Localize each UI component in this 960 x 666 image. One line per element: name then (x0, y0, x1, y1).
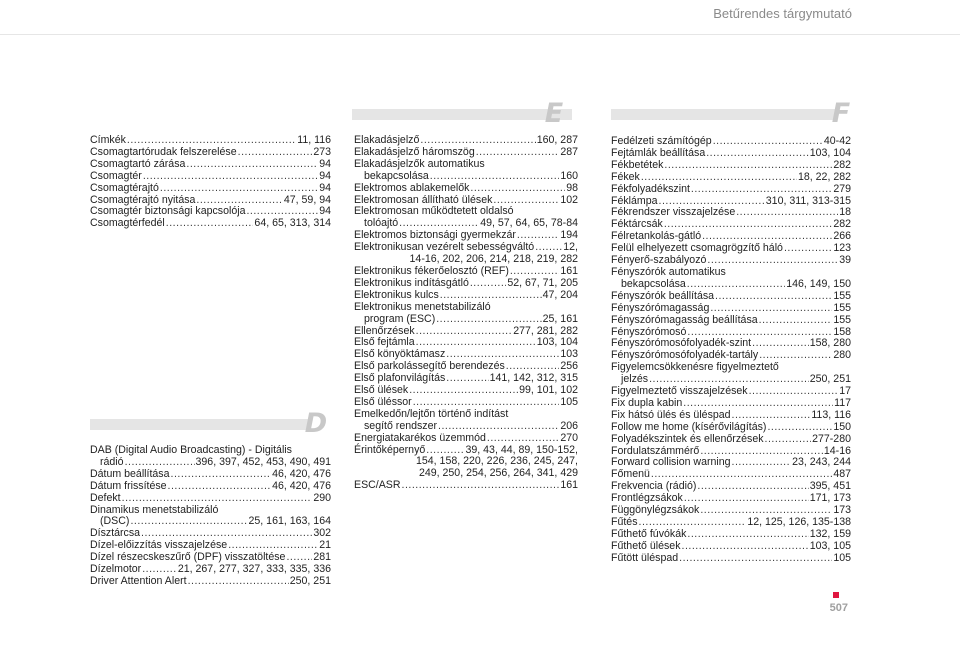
index-entry (611, 291, 851, 303)
index-term: Fix dupla kabin (611, 396, 683, 409)
dot-leader (767, 422, 832, 434)
index-term: Félretankolás-gátló (611, 230, 702, 243)
index-pages: 14-16 (823, 444, 851, 457)
index-pages: 161 (560, 479, 578, 492)
dot-leader (487, 433, 559, 445)
index-entry-heading: Elektromosan működtetett oldalsó (354, 205, 514, 218)
index-term: Elektronikus kulcs (354, 288, 439, 301)
index-pages: 94 (319, 181, 331, 194)
index-pages: 64, 65, 313, 314 (254, 217, 331, 230)
dot-leader (416, 326, 513, 338)
letter-e-badge: E (544, 98, 564, 129)
index-entry (90, 171, 331, 183)
dot-leader (476, 147, 560, 159)
index-pages: 39 (839, 254, 851, 267)
index-pages: 206 (560, 419, 578, 432)
index-term: Frekvencia (rádió) (611, 480, 697, 493)
index-term: Defekt (90, 491, 121, 504)
index-pages: 12, 125, 126, 135-138 (747, 516, 851, 528)
index-column-c (90, 135, 331, 230)
index-pages: 49, 57, 64, 65, 78-84 (480, 217, 578, 230)
header-title: Betűrendes tárgymutató (713, 6, 852, 21)
dot-leader (470, 278, 506, 290)
index-entry (90, 576, 331, 588)
dot-leader (409, 385, 518, 397)
index-entry (611, 541, 851, 553)
index-pages: 23, 243, 244 (792, 456, 851, 469)
index-pages: 155 (833, 301, 851, 314)
dot-leader (470, 183, 565, 195)
index-pages: 103, 105 (809, 539, 851, 552)
dot-leader (188, 576, 289, 588)
index-pages: 250, 251 (809, 373, 851, 386)
dot-leader (168, 481, 272, 493)
index-term: Elektronikus indításgátló (354, 276, 469, 289)
index-pages: 132, 159 (809, 527, 851, 540)
index-entry (90, 469, 331, 481)
index-term: Elektromosan állítható ülések (354, 193, 493, 206)
dot-leader (784, 243, 832, 255)
index-term: Elakadásjelző (354, 134, 420, 146)
index-entry (611, 410, 851, 422)
index-term: Első üléssor (354, 395, 412, 408)
index-pages: 273 (313, 145, 331, 158)
index-term: Csomagtér biztonsági kapcsolója (90, 205, 246, 218)
index-pages: 102 (560, 193, 578, 206)
index-entry-continuation: 154, 158, 220, 226, 236, 245, 247, (416, 455, 578, 468)
dot-leader (436, 314, 541, 326)
index-pages: 117 (834, 396, 851, 409)
index-term: Fix hátsó ülés és üléspad (611, 408, 731, 421)
index-term: jelzés (621, 373, 649, 386)
index-term: Fényerő-szabályozó (611, 254, 707, 267)
index-entry-heading: Figyelemcsökkenésre figyelmeztető (611, 361, 779, 374)
index-entry-heading: Dinamikus menetstabilizáló (90, 503, 219, 516)
index-term: Csomagtérajtó (90, 181, 159, 194)
dot-leader (684, 493, 809, 505)
index-term: Elektromos ablakemelők (354, 181, 470, 194)
index-term: Csomagtartó zárása (90, 157, 186, 170)
index-pages: 173 (833, 504, 851, 517)
dot-leader (130, 516, 247, 528)
index-entry (611, 422, 851, 434)
index-pages: 250, 251 (289, 574, 331, 587)
dot-leader (679, 553, 832, 565)
index-term: Folyadékszintek és ellenőrzések (611, 432, 764, 445)
index-entry (354, 480, 578, 492)
index-entry (611, 303, 851, 315)
dot-leader (706, 148, 809, 160)
index-entry (611, 434, 851, 446)
index-pages: 103 (560, 348, 578, 361)
dot-leader (759, 315, 833, 327)
index-entry (354, 278, 578, 290)
index-pages: 158 (833, 325, 851, 338)
index-term: Elektromos biztonsági gyermekzár (354, 229, 516, 242)
letter-f-badge: F (831, 98, 851, 129)
dot-leader (166, 218, 254, 230)
index-pages: 280 (833, 349, 851, 362)
index-term: Energiatakarékos üzemmód (354, 431, 486, 444)
index-entry (90, 493, 331, 505)
index-pages: 155 (833, 313, 851, 326)
dot-leader (732, 410, 811, 422)
index-pages: 487 (833, 468, 851, 481)
dot-leader (430, 171, 560, 183)
index-pages: 171, 173 (809, 492, 851, 505)
index-term: Első parkolássegítő berendezés (354, 360, 505, 373)
index-term: Felül elhelyezett csomagrögzítő háló (611, 242, 783, 255)
dot-leader (440, 290, 542, 302)
index-term: Dízel-előizzítás visszajelzése (90, 539, 228, 552)
index-pages: 47, 204 (542, 288, 578, 301)
index-entry (354, 421, 578, 433)
dot-leader (186, 159, 318, 171)
index-pages: 21, 267, 277, 327, 333, 335, 336 (177, 563, 331, 576)
dot-leader (713, 136, 823, 148)
index-term: Első könyöktámasz (354, 348, 446, 361)
index-pages: 99, 101, 102 (519, 384, 578, 397)
index-pages: 279 (833, 182, 851, 195)
index-term: Frontlégzsákok (611, 492, 683, 505)
index-pages: 277, 281, 282 (513, 324, 578, 337)
index-entry (90, 481, 331, 493)
dot-leader (707, 255, 838, 267)
index-pages: 287 (560, 145, 578, 158)
index-term: Fűtött üléspad (611, 551, 679, 564)
index-pages: 158, 280 (809, 337, 851, 350)
dot-leader (664, 160, 832, 172)
index-term: Fedélzeti számítógép (611, 135, 712, 147)
index-term: Fékek (611, 170, 640, 183)
dot-leader (238, 147, 313, 159)
index-pages: 105 (560, 395, 578, 408)
index-term: Fűtés (611, 516, 638, 528)
index-entry (354, 314, 578, 326)
dot-leader (765, 434, 812, 446)
index-pages: 282 (833, 158, 851, 171)
index-entry (611, 172, 851, 184)
dot-leader (752, 338, 809, 350)
index-pages: 266 (833, 230, 851, 243)
index-term: Dátum beállítása (90, 467, 170, 480)
dot-leader (160, 183, 318, 195)
index-term: Csomagtartórudak felszerelése (90, 145, 237, 158)
index-term: Fényszórók beállítása (611, 289, 715, 302)
index-pages: 46, 420, 476 (272, 467, 331, 480)
dot-leader (143, 171, 318, 183)
letter-band-e (352, 109, 572, 120)
index-pages: 11, 116 (297, 134, 331, 146)
index-column-e (354, 135, 578, 492)
index-pages: 105 (833, 551, 851, 564)
index-term: Csomagtérfedél (90, 217, 165, 230)
index-pages: 310, 311, 313-315 (765, 194, 851, 207)
index-entry-heading: Fényszórók automatikus (611, 265, 726, 278)
index-pages: 160 (560, 169, 578, 182)
index-pages: 47, 59, 94 (283, 193, 331, 206)
index-pages: 17 (839, 385, 851, 398)
index-term: Elektronikusan vezérelt sebességváltó (354, 241, 535, 254)
index-pages: 52, 67, 71, 205 (507, 276, 578, 289)
index-entry (354, 171, 578, 183)
index-entry-continuation: 14-16, 202, 206, 214, 218, 219, 282 (409, 253, 578, 266)
index-pages: 277-280 (812, 432, 851, 445)
dot-leader (122, 493, 313, 505)
index-term: Forward collision warning (611, 456, 731, 469)
index-term: Ellenőrzések (354, 324, 415, 337)
index-pages: 146, 149, 150 (786, 277, 851, 290)
index-pages: 39, 43, 44, 89, 150-152, (465, 443, 578, 456)
index-pages: 281 (313, 551, 331, 564)
index-pages: 270 (560, 431, 578, 444)
index-term: Csomagtérajtó nyitása (90, 193, 196, 206)
index-pages: 160, 287 (536, 134, 578, 146)
index-pages: 161 (560, 264, 578, 277)
index-term: bekapcsolása (621, 277, 686, 290)
index-term: Fűthető ülések (611, 539, 681, 552)
index-pages: 123 (833, 242, 851, 255)
index-term: Figyelmeztető visszajelzések (611, 385, 748, 398)
index-term: Fényszórómosófolyadék-szint (611, 337, 752, 350)
index-term: Dátum frissítése (90, 479, 167, 492)
index-term: tolóajtó (364, 217, 399, 230)
index-entry (354, 290, 578, 302)
index-pages: 396, 397, 452, 453, 490, 491 (195, 455, 331, 468)
index-pages: 282 (833, 218, 851, 231)
index-term: ESC/ASR (354, 479, 401, 492)
index-term: Féktárcsák (611, 218, 663, 231)
dot-leader (641, 172, 797, 184)
index-pages: 103, 104 (809, 146, 851, 159)
index-pages: 155 (833, 289, 851, 302)
index-pages: 25, 161, 163, 164 (248, 515, 331, 528)
index-term: bekapcsolása (364, 169, 429, 182)
index-pages: 94 (319, 205, 331, 218)
dot-leader (691, 184, 832, 196)
index-term: Címkék (90, 134, 126, 146)
index-term: Dízel részecskeszűrő (DPF) visszatöltése (90, 551, 286, 564)
dot-leader (682, 541, 809, 553)
index-term: Fordulatszámmérő (611, 444, 700, 457)
page-marker (833, 592, 839, 598)
dot-leader (687, 529, 808, 541)
index-pages: 21 (319, 539, 331, 552)
header-divider (0, 34, 960, 35)
dot-leader (715, 291, 832, 303)
index-pages: 40-42 (823, 135, 851, 147)
index-term: rádió (100, 455, 124, 468)
index-term: segítő rendszer (364, 419, 438, 432)
index-column-f (611, 136, 851, 565)
index-term: Fényszórómagasság beállítása (611, 313, 758, 326)
index-pages: 150 (833, 420, 851, 433)
index-term: Driver Attention Alert (90, 574, 187, 587)
index-pages: 18 (839, 206, 851, 219)
index-entry-continuation: 249, 250, 254, 256, 264, 341, 429 (418, 467, 578, 480)
index-entry (611, 184, 851, 196)
index-entry (611, 553, 851, 565)
index-term: (DSC) (100, 515, 130, 528)
dot-leader (732, 457, 792, 469)
index-term: Első ülések (354, 384, 409, 397)
index-term: Fényszórómagasság (611, 301, 710, 314)
index-term: Elektronikus fékerőelosztó (REF) (354, 264, 509, 277)
index-term: Első fejtámla (354, 336, 415, 349)
index-pages: 113, 116 (811, 408, 851, 421)
index-term: Fékbetétek (611, 158, 664, 171)
index-term: Főmenü (611, 468, 650, 481)
index-term: Dízelmotor (90, 563, 142, 576)
dot-leader (710, 303, 832, 315)
dot-leader (446, 373, 488, 385)
index-pages: 94 (319, 169, 331, 182)
index-term: program (ESC) (364, 312, 436, 325)
index-entry (611, 160, 851, 172)
index-entry-heading: Elektronikus menetstabilizáló (354, 300, 491, 313)
index-term: Elakadásjelző háromszög (354, 145, 475, 158)
index-pages: 18, 22, 282 (797, 170, 851, 183)
index-pages: 290 (313, 491, 331, 504)
index-pages: 302 (313, 527, 331, 540)
index-pages: 98 (566, 181, 578, 194)
index-term: Fűthető fúvókák (611, 527, 687, 540)
index-term: Érintőképernyő (354, 443, 426, 456)
index-term: Fékfolyadékszint (611, 182, 690, 195)
index-pages: 256 (560, 360, 578, 373)
index-term: Follow me home (kísérővilágítás) (611, 420, 767, 433)
index-pages: 103, 104 (536, 336, 578, 349)
index-term: Csomagtér (90, 169, 142, 182)
index-entry (611, 279, 851, 291)
dot-leader (687, 279, 785, 291)
index-entry-heading: Elakadásjelzők automatikus (354, 157, 485, 170)
index-pages: 46, 420, 476 (272, 479, 331, 492)
index-entry (90, 159, 331, 171)
index-term: Fejtámlák beállítása (611, 146, 706, 159)
letter-d-badge: D (304, 408, 328, 439)
index-pages: 141, 142, 312, 315 (489, 372, 578, 385)
index-entry-heading: Emelkedőn/lejtőn történő indítást (354, 407, 509, 420)
index-entry (90, 183, 331, 195)
index-entry (611, 315, 851, 327)
index-entry (354, 433, 578, 445)
index-term: Féklámpa (611, 194, 658, 207)
index-term: Függönylégzsákok (611, 504, 700, 517)
dot-leader (402, 480, 560, 492)
index-term: Fékrendszer visszajelzése (611, 206, 736, 219)
index-term: Fényszórómosófolyadék-tartály (611, 349, 759, 362)
index-entry-heading: DAB (Digital Audio Broadcasting) - Digitális (90, 444, 292, 456)
index-pages: 94 (319, 157, 331, 170)
dot-leader (171, 469, 272, 481)
index-entry (354, 183, 578, 195)
index-pages: 25, 161 (542, 312, 578, 325)
index-term: Fényszórómosó (611, 325, 687, 338)
page-number: 507 (829, 602, 848, 614)
index-pages: 12, (563, 241, 578, 254)
dot-leader (438, 421, 559, 433)
letter-band-d (90, 419, 310, 430)
dot-leader (736, 207, 838, 219)
index-term: Dísztárcsa (90, 527, 141, 540)
dot-leader (749, 386, 839, 398)
index-column-d (90, 445, 331, 588)
index-pages: 395, 451 (809, 480, 851, 493)
dot-leader (697, 481, 808, 493)
index-entry (90, 218, 331, 230)
index-pages: 194 (560, 229, 578, 242)
letter-band-f (611, 109, 835, 120)
index-term: Első plafonvilágítás (354, 372, 446, 385)
